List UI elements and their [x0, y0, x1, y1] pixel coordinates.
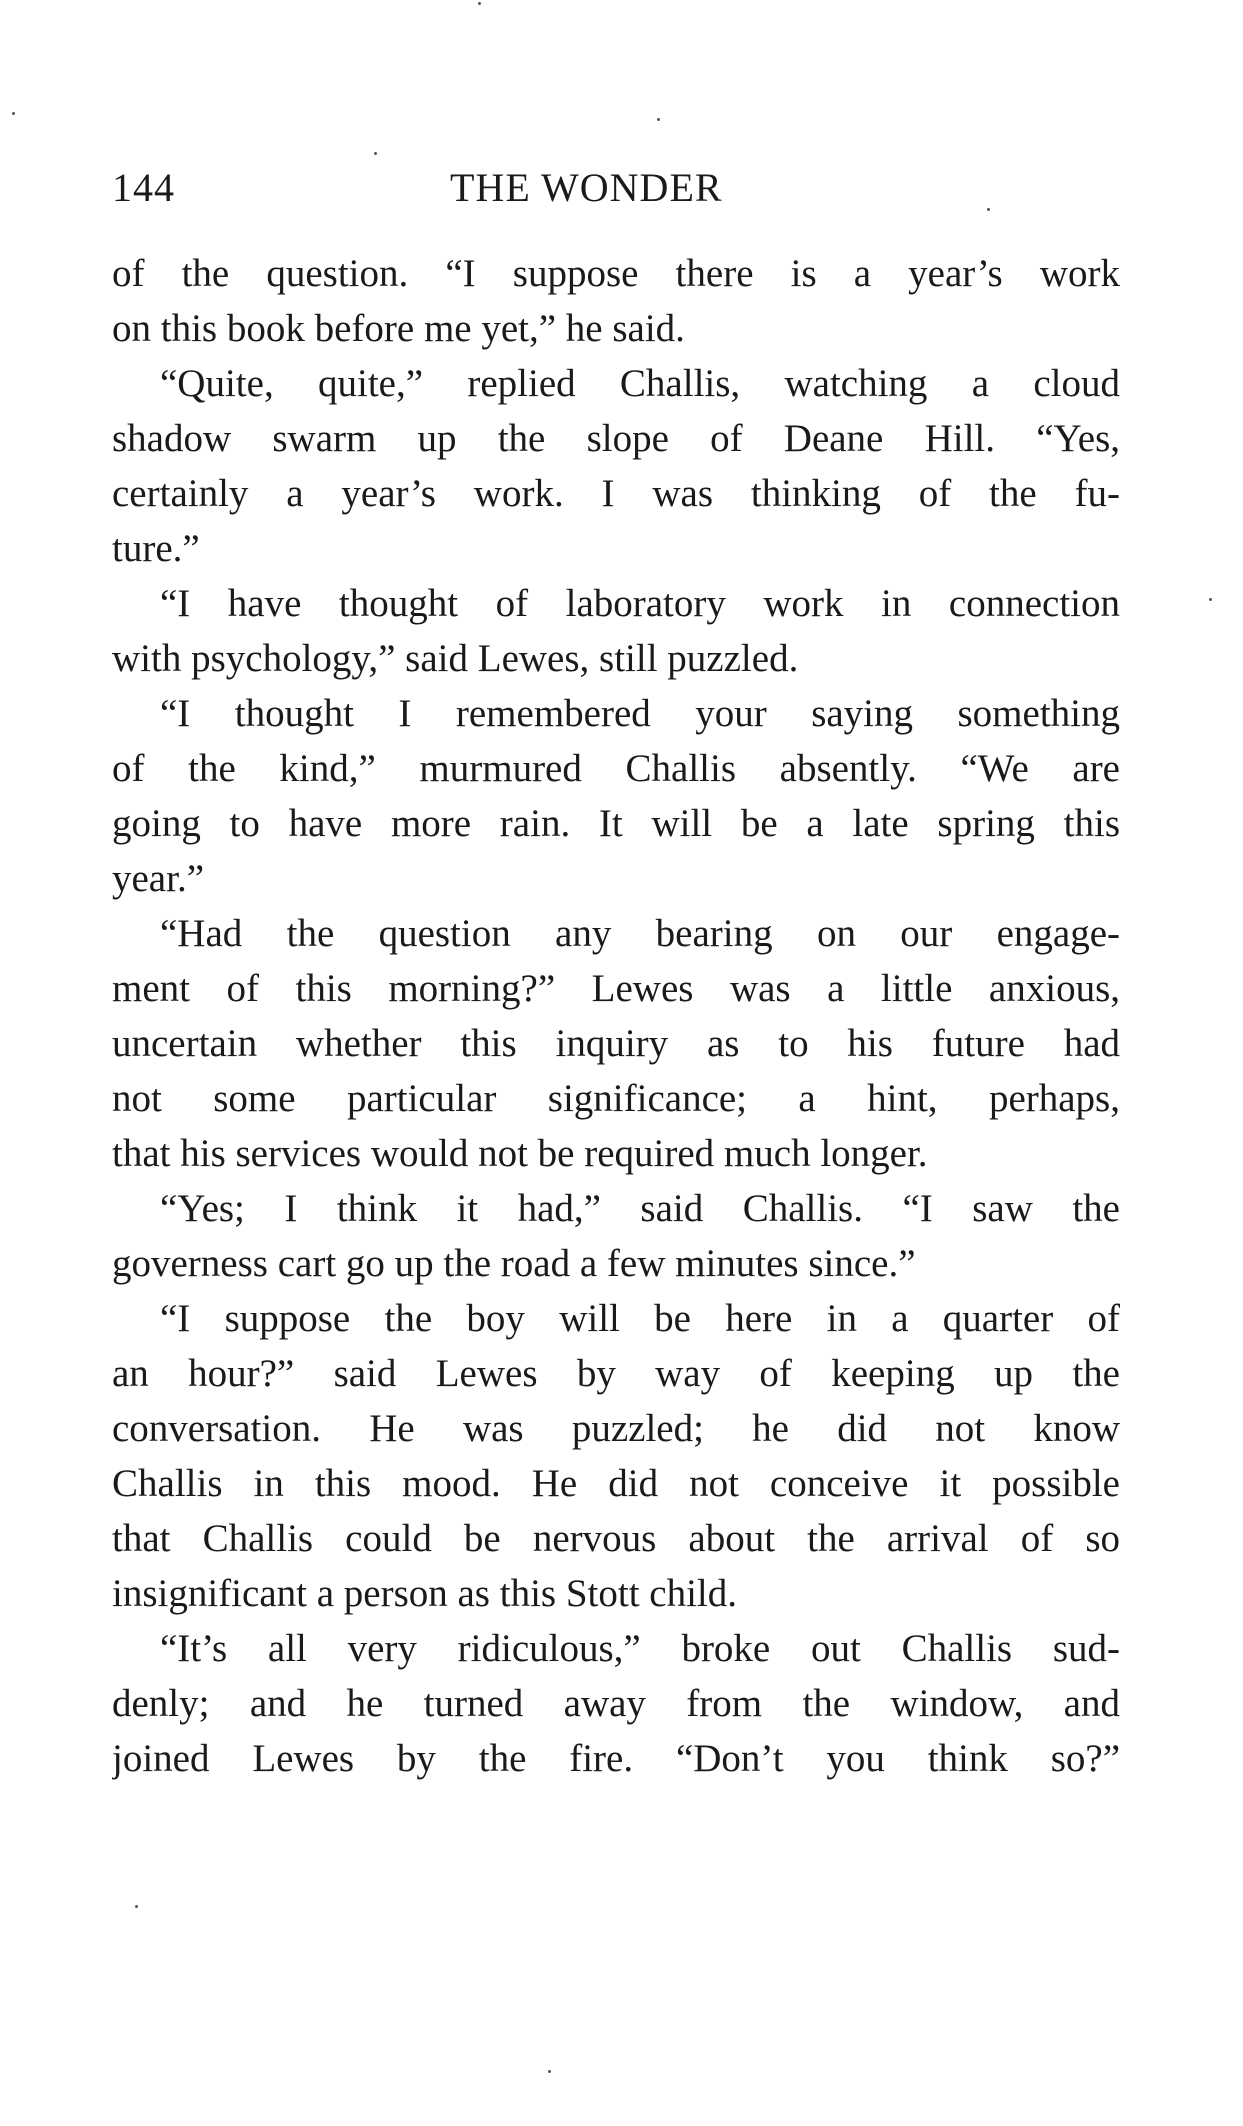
text-line: ture.” [112, 527, 200, 570]
text-line: an hour?” said Lewes by way of keeping up the [112, 1352, 1120, 1395]
text-line: shadow swarm up the slope of Deane Hill. “Yes, [112, 417, 1120, 460]
text-line: year.” [112, 857, 205, 900]
text-line: that his services would not be required much longer. [112, 1132, 928, 1175]
scan-speck [135, 1905, 138, 1908]
text-line: not some particular significance; a hint, perhaps, [112, 1077, 1120, 1120]
text-line: “Quite, quite,” replied Challis, watching a cloud [160, 362, 1120, 405]
text-line: of the kind,” murmured Challis absently. “We are [112, 747, 1120, 790]
text-line: “I thought I remembered your saying something [160, 692, 1120, 735]
text-line: with psychology,” said Lewes, still puzzled. [112, 637, 799, 680]
running-head [112, 163, 1120, 213]
scan-speck [1209, 598, 1212, 601]
scan-speck [657, 118, 660, 121]
text-line: going to have more rain. It will be a late spring this [112, 802, 1120, 845]
text-line: denly; and he turned away from the window, and [112, 1682, 1120, 1725]
text-line: conversation. He was puzzled; he did not know [112, 1407, 1120, 1450]
text-line: that Challis could be nervous about the arrival of so [112, 1517, 1120, 1560]
text-line: uncertain whether this inquiry as to his future had [112, 1022, 1120, 1065]
running-title: THE WONDER [450, 165, 723, 210]
text-line: Challis in this mood. He did not conceive it possible [112, 1462, 1120, 1505]
text-line: “I suppose the boy will be here in a quarter of [160, 1297, 1120, 1340]
page-number: 144 [112, 165, 175, 210]
scan-speck [548, 2070, 551, 2073]
text-line: “Had the question any bearing on our engage- [160, 912, 1120, 955]
text-line: “It’s all very ridiculous,” broke out Challis sud- [160, 1627, 1120, 1670]
scan-speck [374, 152, 377, 155]
scan-speck [12, 112, 15, 115]
text-line: certainly a year’s work. I was thinking of the fu- [112, 472, 1120, 515]
scan-speck [987, 208, 990, 211]
text-line: “Yes; I think it had,” said Challis. “I saw the [160, 1187, 1120, 1230]
text-line: joined Lewes by the fire. “Don’t you think so?” [112, 1737, 1120, 1780]
text-line: of the question. “I suppose there is a year’s work [112, 252, 1120, 295]
text-line: “I have thought of laboratory work in connection [160, 582, 1120, 625]
text-line: ment of this morning?” Lewes was a little anxious, [112, 967, 1120, 1010]
text-line: on this book before me yet,” he said. [112, 307, 685, 350]
body-text [112, 246, 1120, 1786]
text-line: insignificant a person as this Stott child. [112, 1572, 738, 1615]
scan-speck [478, 2, 481, 5]
text-line: governess cart go up the road a few minutes since.” [112, 1242, 916, 1285]
